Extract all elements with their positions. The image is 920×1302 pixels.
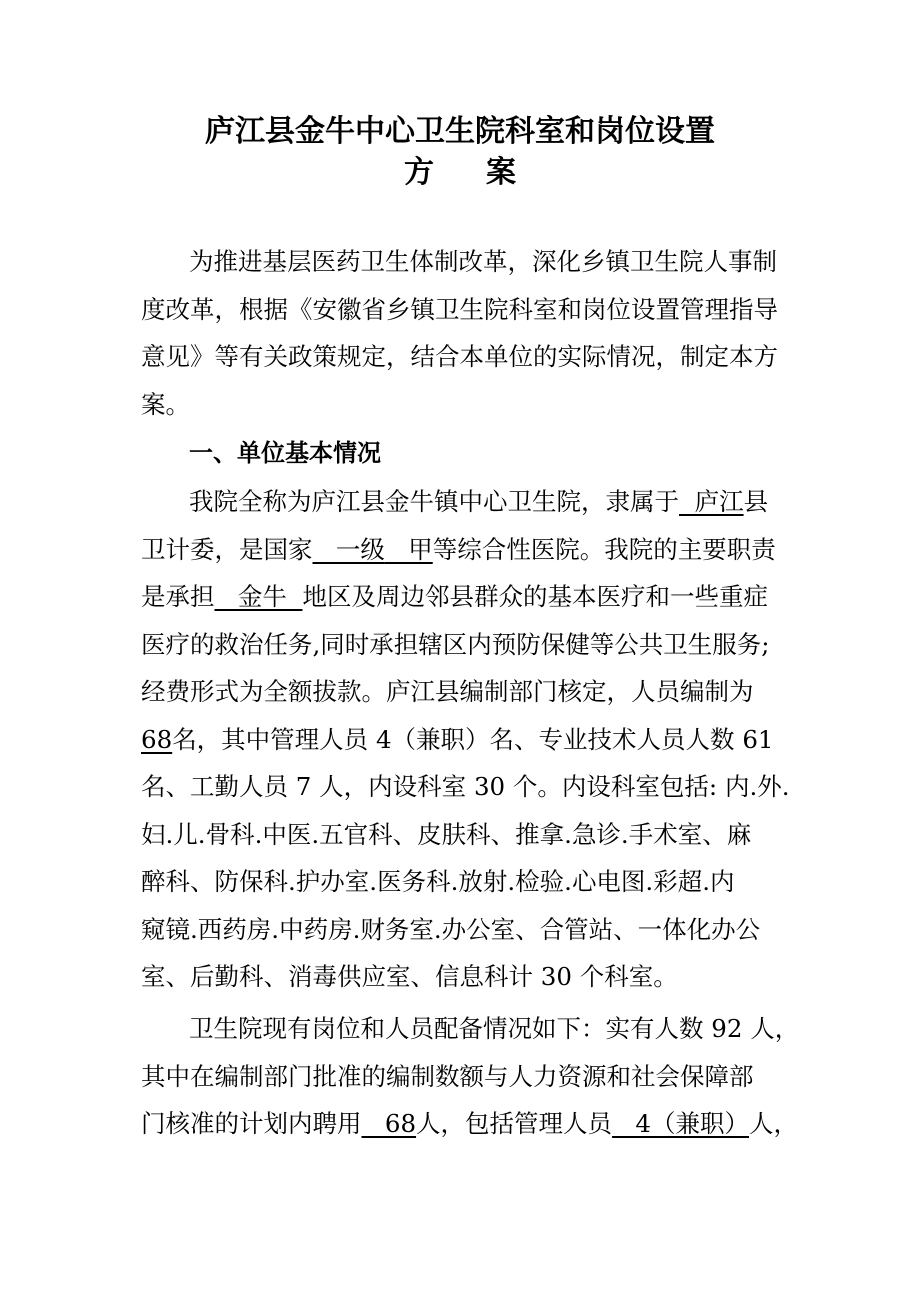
intro-line-2: 度改革，根据《安徽省乡镇卫生院科室和岗位设置管理指导 [141, 294, 778, 324]
intro-line-4: 案。 [141, 389, 190, 419]
basic-line-11: 室、后勤科、消毒供应室、信息科计 30 个科室。 [141, 962, 678, 991]
staffing-line-1: 卫生院现有岗位和人员配备情况如下：实有人数 92 人， [189, 1014, 800, 1043]
basic-line-4: 医疗的救治任务,同时承担辖区内预防保健等公共卫生服务; [141, 629, 770, 659]
basic-info-paragraph [141, 478, 790, 1001]
staffing-line-2: 其中在编制部门批准的编制数额与人力资源和社会保障部 [141, 1061, 754, 1091]
basic-line-5: 经费形式为全额拔款。庐江县编制部门核定，人员编制为 [141, 677, 754, 706]
title-char-1: 方 [404, 155, 434, 190]
basic-line-1: 我院全称为庐江县金牛镇中心卫生院，隶属于 庐江县 [189, 487, 769, 516]
intro-line-1: 为推进基层医药卫生体制改革，深化乡镇卫生院人事制 [189, 247, 777, 276]
basic-line-3: 是承担 金牛 地区及周边邻县群众的基本医疗和一些重症 [141, 582, 768, 611]
document-title-line2 [0, 155, 920, 190]
document-title-line1: 庐江县金牛中心卫生院科室和岗位设置 [205, 114, 715, 149]
staffing-paragraph [141, 1005, 800, 1148]
basic-line-8: 妇.儿.骨科.中医.五官科、皮肤科、推拿.急诊.手术室、麻 [141, 819, 752, 849]
intro-line-3: 意见》等有关政策规定，结合本单位的实际情况，制定本方 [141, 342, 778, 371]
basic-line-6: 68名，其中管理人员 4（兼职）名、专业技术人员人数 61 [141, 724, 774, 754]
basic-line-2: 卫计委，是国家 一级 甲等综合性医院。我院的主要职责 [141, 534, 776, 564]
basic-line-9: 醉科、防保科.护办室.医务科.放射.检验.心电图.彩超.内 [141, 867, 735, 896]
title-char-2: 案 [486, 155, 516, 190]
basic-line-7: 名、工勤人员 7 人，内设科室 30 个。内设科室包括: 内.外. [141, 772, 790, 801]
intro-paragraph [141, 238, 781, 428]
section-heading-basic-info: 一、单位基本情况 [189, 439, 381, 467]
basic-line-10: 窥镜.西药房.中药房.财务室.办公室、合管站、一体化办公 [141, 914, 761, 944]
staffing-line-3: 门核准的计划内聘用 68人，包括管理人员 4（兼职）人， [141, 1109, 798, 1138]
